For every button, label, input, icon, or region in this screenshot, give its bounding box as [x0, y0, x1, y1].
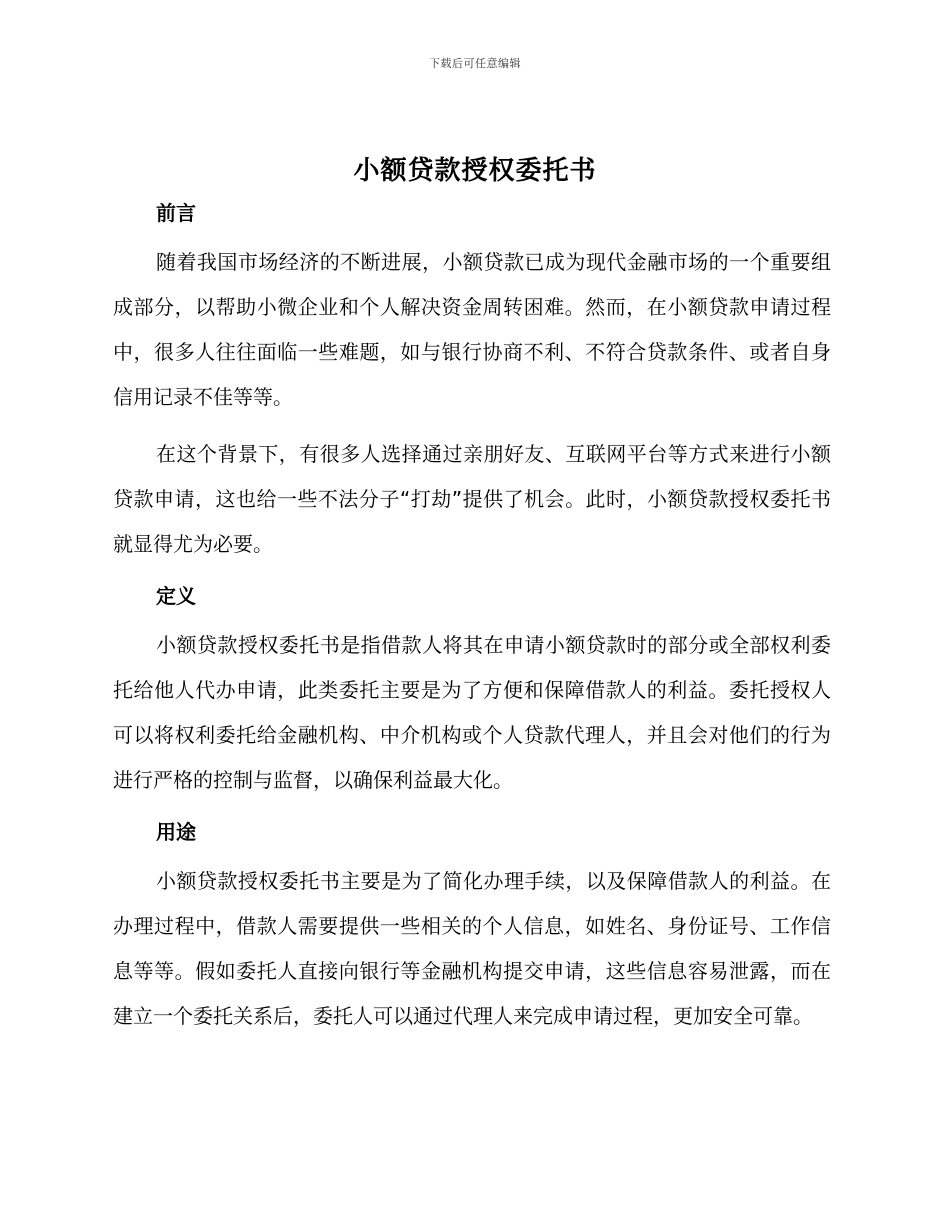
header-note: 下载后可任意编辑	[429, 57, 521, 70]
section-heading-preface: 前言	[156, 201, 196, 225]
section-heading-usage: 用途	[156, 820, 196, 844]
paragraph-preface-2: 在这个背景下，有很多人选择通过亲朋好友、互联网平台等方式来进行小额贷款申请，这也给一些不法分子“打劫”提供了机会。此时，小额贷款授权委托书就显得尤为必要。	[113, 442, 831, 556]
paragraph-usage-1: 小额贷款授权委托书主要是为了简化办理手续，以及保障借款人的利益。在办理过程中，借款人需要提供一些相关的个人信息，如姓名、身份证号、工作信息等等。假如委托人直接向银行等金融机构提交申请，这些信息容易泄露，而在建立一个委托关系后，委托人可以通过代理人来完成申请过程，更加安全可靠。	[113, 869, 831, 1028]
document-body	[113, 196, 831, 1039]
paragraph-preface-1: 随着我国市场经济的不断进展，小额贷款已成为现代金融市场的一个重要组成部分，以帮助小微企业和个人解决资金周转困难。然而，在小额贷款申请过程中，很多人往往面临一些难题，如与银行协商不利、不符合贷款条件、或者自身信用记录不佳等等。	[113, 250, 831, 409]
section-heading-definition: 定义	[156, 584, 196, 608]
paragraph-definition-1: 小额贷款授权委托书是指借款人将其在申请小额贷款时的部分或全部权利委托给他人代办申请，此类委托主要是为了方便和保障借款人的利益。委托授权人可以将权利委托给金融机构、中介机构或个人贷款代理人，并且会对他们的行为进行严格的控制与监督，以确保利益最大化。	[113, 633, 831, 792]
document-title: 小额贷款授权委托书	[353, 156, 597, 186]
